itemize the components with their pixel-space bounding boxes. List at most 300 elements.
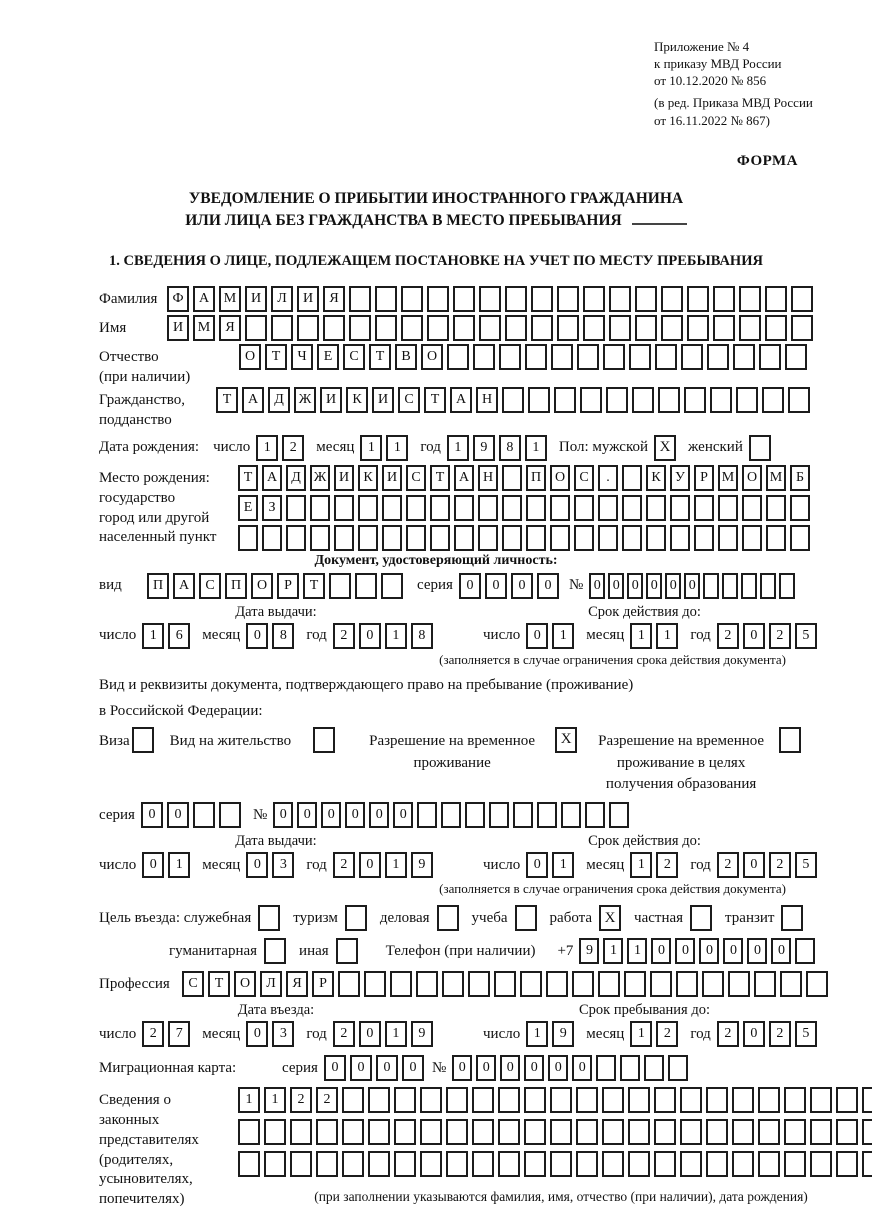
char-cell[interactable] (502, 465, 522, 491)
char-cell[interactable]: 0 (526, 623, 548, 649)
char-cell[interactable] (310, 525, 330, 551)
char-cell[interactable]: А (454, 465, 474, 491)
char-cell[interactable]: М (766, 465, 786, 491)
char-cell[interactable]: О (239, 344, 261, 370)
char-cell[interactable] (785, 344, 807, 370)
char-cell[interactable] (245, 315, 267, 341)
char-cell[interactable] (609, 286, 631, 312)
char-cell[interactable] (290, 1151, 312, 1177)
char-cell[interactable] (650, 971, 672, 997)
char-cell[interactable]: 0 (651, 938, 671, 964)
char-cell[interactable] (406, 525, 426, 551)
char-cell[interactable] (271, 315, 293, 341)
char-cell[interactable] (238, 525, 258, 551)
char-cell[interactable]: Т (369, 344, 391, 370)
char-cell[interactable]: 1 (552, 852, 574, 878)
char-cell[interactable] (479, 315, 501, 341)
business-checkbox[interactable] (437, 905, 459, 931)
char-cell[interactable] (546, 971, 568, 997)
transit-checkbox[interactable] (781, 905, 803, 931)
char-cell[interactable] (670, 495, 690, 521)
char-cell[interactable] (680, 1151, 702, 1177)
char-cell[interactable]: 0 (500, 1055, 520, 1081)
char-cell[interactable] (598, 971, 620, 997)
char-cell[interactable]: А (173, 573, 195, 599)
char-cell[interactable]: 0 (743, 623, 765, 649)
char-cell[interactable]: 0 (771, 938, 791, 964)
char-cell[interactable] (766, 495, 786, 521)
char-cell[interactable]: О (742, 465, 762, 491)
char-cell[interactable] (713, 315, 735, 341)
char-cell[interactable]: 3 (272, 1021, 294, 1047)
char-cell[interactable] (454, 495, 474, 521)
char-cell[interactable] (427, 286, 449, 312)
char-cell[interactable]: С (199, 573, 221, 599)
char-cell[interactable]: 0 (537, 573, 559, 599)
char-cell[interactable]: А (242, 387, 264, 413)
char-cell[interactable] (576, 1151, 598, 1177)
char-cell[interactable] (810, 1151, 832, 1177)
char-cell[interactable]: Д (286, 465, 306, 491)
purpose-official-checkbox[interactable] (258, 905, 280, 931)
char-cell[interactable] (561, 802, 581, 828)
char-cell[interactable]: 0 (246, 623, 268, 649)
char-cell[interactable] (602, 1119, 624, 1145)
char-cell[interactable] (537, 802, 557, 828)
char-cell[interactable] (576, 1087, 598, 1113)
char-cell[interactable] (446, 1087, 468, 1113)
char-cell[interactable] (676, 971, 698, 997)
char-cell[interactable]: 0 (376, 1055, 398, 1081)
char-cell[interactable]: 8 (272, 623, 294, 649)
char-cell[interactable] (836, 1119, 858, 1145)
char-cell[interactable] (375, 286, 397, 312)
char-cell[interactable]: Я (323, 286, 345, 312)
char-cell[interactable] (479, 286, 501, 312)
char-cell[interactable]: 0 (572, 1055, 592, 1081)
char-cell[interactable] (442, 971, 464, 997)
char-cell[interactable]: 1 (385, 1021, 407, 1047)
char-cell[interactable] (602, 1087, 624, 1113)
char-cell[interactable]: 0 (476, 1055, 496, 1081)
char-cell[interactable] (862, 1087, 872, 1113)
char-cell[interactable] (585, 802, 605, 828)
char-cell[interactable]: 5 (795, 1021, 817, 1047)
char-cell[interactable]: А (193, 286, 215, 312)
char-cell[interactable] (219, 802, 241, 828)
char-cell[interactable] (323, 315, 345, 341)
char-cell[interactable]: 6 (168, 623, 190, 649)
char-cell[interactable]: К (346, 387, 368, 413)
char-cell[interactable] (417, 802, 437, 828)
char-cell[interactable] (632, 387, 654, 413)
char-cell[interactable] (788, 387, 810, 413)
char-cell[interactable]: Р (694, 465, 714, 491)
char-cell[interactable]: Л (260, 971, 282, 997)
char-cell[interactable] (342, 1151, 364, 1177)
char-cell[interactable]: И (334, 465, 354, 491)
char-cell[interactable] (427, 315, 449, 341)
char-cell[interactable] (718, 525, 738, 551)
char-cell[interactable]: 2 (769, 852, 791, 878)
char-cell[interactable] (576, 1119, 598, 1145)
char-cell[interactable] (628, 1087, 650, 1113)
char-cell[interactable] (238, 1119, 260, 1145)
char-cell[interactable] (596, 1055, 616, 1081)
char-cell[interactable] (316, 1119, 338, 1145)
char-cell[interactable]: 2 (717, 852, 739, 878)
char-cell[interactable]: 0 (393, 802, 413, 828)
char-cell[interactable]: 1 (142, 623, 164, 649)
char-cell[interactable] (583, 286, 605, 312)
char-cell[interactable] (465, 802, 485, 828)
char-cell[interactable] (810, 1087, 832, 1113)
char-cell[interactable] (338, 971, 360, 997)
char-cell[interactable] (531, 286, 553, 312)
char-cell[interactable] (779, 573, 795, 599)
char-cell[interactable] (524, 1087, 546, 1113)
char-cell[interactable] (862, 1151, 872, 1177)
char-cell[interactable] (557, 315, 579, 341)
char-cell[interactable] (406, 495, 426, 521)
char-cell[interactable] (681, 344, 703, 370)
char-cell[interactable]: М (193, 315, 215, 341)
char-cell[interactable]: 2 (769, 623, 791, 649)
char-cell[interactable]: 2 (282, 435, 304, 461)
char-cell[interactable] (550, 1119, 572, 1145)
char-cell[interactable]: 2 (717, 1021, 739, 1047)
char-cell[interactable]: 0 (359, 1021, 381, 1047)
char-cell[interactable] (453, 286, 475, 312)
char-cell[interactable]: Т (303, 573, 325, 599)
char-cell[interactable] (684, 387, 706, 413)
char-cell[interactable] (602, 1151, 624, 1177)
char-cell[interactable]: Б (790, 465, 810, 491)
char-cell[interactable] (706, 1151, 728, 1177)
char-cell[interactable] (762, 387, 784, 413)
char-cell[interactable] (286, 495, 306, 521)
char-cell[interactable] (550, 525, 570, 551)
char-cell[interactable] (364, 971, 386, 997)
char-cell[interactable] (790, 525, 810, 551)
char-cell[interactable]: 7 (168, 1021, 190, 1047)
char-cell[interactable]: 0 (524, 1055, 544, 1081)
char-cell[interactable] (557, 286, 579, 312)
char-cell[interactable]: 0 (526, 852, 548, 878)
char-cell[interactable] (765, 286, 787, 312)
char-cell[interactable]: 1 (386, 435, 408, 461)
residence-permit-checkbox[interactable] (313, 727, 335, 753)
char-cell[interactable] (670, 525, 690, 551)
char-cell[interactable] (342, 1087, 364, 1113)
char-cell[interactable]: 0 (723, 938, 743, 964)
char-cell[interactable] (732, 1151, 754, 1177)
char-cell[interactable] (687, 286, 709, 312)
char-cell[interactable] (551, 344, 573, 370)
char-cell[interactable] (707, 344, 729, 370)
char-cell[interactable]: Т (424, 387, 446, 413)
char-cell[interactable] (628, 1119, 650, 1145)
char-cell[interactable]: И (382, 465, 402, 491)
char-cell[interactable]: 1 (256, 435, 278, 461)
char-cell[interactable]: 2 (316, 1087, 338, 1113)
char-cell[interactable]: 0 (743, 1021, 765, 1047)
char-cell[interactable] (758, 1119, 780, 1145)
char-cell[interactable] (654, 1119, 676, 1145)
char-cell[interactable]: С (398, 387, 420, 413)
char-cell[interactable] (382, 495, 402, 521)
char-cell[interactable] (862, 1119, 872, 1145)
char-cell[interactable]: А (262, 465, 282, 491)
char-cell[interactable] (668, 1055, 688, 1081)
char-cell[interactable] (742, 525, 762, 551)
char-cell[interactable] (498, 1087, 520, 1113)
char-cell[interactable]: И (167, 315, 189, 341)
char-cell[interactable] (446, 1151, 468, 1177)
char-cell[interactable] (646, 525, 666, 551)
char-cell[interactable]: 0 (485, 573, 507, 599)
char-cell[interactable] (722, 573, 738, 599)
char-cell[interactable] (528, 387, 550, 413)
char-cell[interactable] (416, 971, 438, 997)
char-cell[interactable] (635, 286, 657, 312)
char-cell[interactable] (661, 286, 683, 312)
char-cell[interactable] (524, 1151, 546, 1177)
char-cell[interactable]: 1 (552, 623, 574, 649)
char-cell[interactable]: У (670, 465, 690, 491)
char-cell[interactable]: 1 (627, 938, 647, 964)
char-cell[interactable]: 0 (511, 573, 533, 599)
char-cell[interactable]: 1 (238, 1087, 260, 1113)
char-cell[interactable]: П (225, 573, 247, 599)
char-cell[interactable] (646, 495, 666, 521)
char-cell[interactable] (780, 971, 802, 997)
char-cell[interactable] (758, 1087, 780, 1113)
char-cell[interactable] (728, 971, 750, 997)
char-cell[interactable] (473, 344, 495, 370)
char-cell[interactable] (680, 1087, 702, 1113)
char-cell[interactable] (526, 495, 546, 521)
char-cell[interactable]: 1 (385, 623, 407, 649)
char-cell[interactable]: 0 (459, 573, 481, 599)
char-cell[interactable] (603, 344, 625, 370)
char-cell[interactable] (622, 495, 642, 521)
char-cell[interactable] (525, 344, 547, 370)
char-cell[interactable] (472, 1087, 494, 1113)
visa-checkbox[interactable] (132, 727, 154, 753)
char-cell[interactable]: 0 (359, 623, 381, 649)
char-cell[interactable] (655, 344, 677, 370)
char-cell[interactable] (687, 315, 709, 341)
char-cell[interactable] (754, 971, 776, 997)
char-cell[interactable] (732, 1119, 754, 1145)
char-cell[interactable]: К (358, 465, 378, 491)
char-cell[interactable] (742, 495, 762, 521)
char-cell[interactable] (382, 525, 402, 551)
char-cell[interactable]: П (147, 573, 169, 599)
char-cell[interactable]: Т (238, 465, 258, 491)
char-cell[interactable]: 1 (630, 623, 652, 649)
char-cell[interactable]: И (320, 387, 342, 413)
char-cell[interactable] (790, 495, 810, 521)
char-cell[interactable]: И (245, 286, 267, 312)
char-cell[interactable] (524, 1119, 546, 1145)
char-cell[interactable] (622, 465, 642, 491)
char-cell[interactable]: 0 (699, 938, 719, 964)
char-cell[interactable] (574, 495, 594, 521)
char-cell[interactable] (499, 344, 521, 370)
char-cell[interactable] (836, 1151, 858, 1177)
char-cell[interactable] (658, 387, 680, 413)
char-cell[interactable]: 0 (627, 573, 643, 599)
char-cell[interactable] (531, 315, 553, 341)
char-cell[interactable] (703, 573, 719, 599)
char-cell[interactable] (739, 286, 761, 312)
char-cell[interactable]: 1 (264, 1087, 286, 1113)
temp-residence-checkbox[interactable]: X (555, 727, 577, 753)
char-cell[interactable]: 0 (142, 852, 164, 878)
char-cell[interactable]: 1 (630, 1021, 652, 1047)
char-cell[interactable] (661, 315, 683, 341)
char-cell[interactable]: 9 (411, 852, 433, 878)
char-cell[interactable] (694, 495, 714, 521)
char-cell[interactable]: Ж (294, 387, 316, 413)
char-cell[interactable] (806, 971, 828, 997)
char-cell[interactable]: 9 (473, 435, 495, 461)
char-cell[interactable]: 0 (167, 802, 189, 828)
char-cell[interactable] (810, 1119, 832, 1145)
char-cell[interactable] (375, 315, 397, 341)
char-cell[interactable]: 0 (246, 852, 268, 878)
char-cell[interactable] (286, 525, 306, 551)
char-cell[interactable] (430, 525, 450, 551)
char-cell[interactable]: 3 (272, 852, 294, 878)
char-cell[interactable]: 1 (656, 623, 678, 649)
char-cell[interactable]: 0 (675, 938, 695, 964)
char-cell[interactable]: 0 (747, 938, 767, 964)
char-cell[interactable] (297, 315, 319, 341)
char-cell[interactable] (713, 286, 735, 312)
char-cell[interactable]: 5 (795, 623, 817, 649)
char-cell[interactable] (795, 938, 815, 964)
char-cell[interactable]: 8 (411, 623, 433, 649)
char-cell[interactable] (644, 1055, 664, 1081)
char-cell[interactable]: 0 (246, 1021, 268, 1047)
char-cell[interactable]: М (718, 465, 738, 491)
char-cell[interactable] (446, 1119, 468, 1145)
char-cell[interactable] (420, 1087, 442, 1113)
char-cell[interactable] (368, 1151, 390, 1177)
char-cell[interactable]: Д (268, 387, 290, 413)
char-cell[interactable]: Ж (310, 465, 330, 491)
char-cell[interactable] (334, 525, 354, 551)
char-cell[interactable]: 2 (656, 1021, 678, 1047)
char-cell[interactable] (502, 495, 522, 521)
char-cell[interactable]: Я (219, 315, 241, 341)
char-cell[interactable]: 2 (656, 852, 678, 878)
char-cell[interactable]: 2 (769, 1021, 791, 1047)
char-cell[interactable] (784, 1151, 806, 1177)
char-cell[interactable] (654, 1151, 676, 1177)
char-cell[interactable] (498, 1119, 520, 1145)
char-cell[interactable]: 0 (321, 802, 341, 828)
char-cell[interactable] (572, 971, 594, 997)
char-cell[interactable] (441, 802, 461, 828)
char-cell[interactable] (316, 1151, 338, 1177)
tourism-checkbox[interactable] (345, 905, 367, 931)
char-cell[interactable]: 0 (141, 802, 163, 828)
char-cell[interactable] (394, 1119, 416, 1145)
char-cell[interactable] (760, 573, 776, 599)
char-cell[interactable]: И (297, 286, 319, 312)
char-cell[interactable] (706, 1087, 728, 1113)
char-cell[interactable]: 9 (411, 1021, 433, 1047)
char-cell[interactable]: Я (286, 971, 308, 997)
char-cell[interactable]: Т (430, 465, 450, 491)
char-cell[interactable] (609, 315, 631, 341)
char-cell[interactable] (264, 1151, 286, 1177)
char-cell[interactable]: О (550, 465, 570, 491)
char-cell[interactable] (629, 344, 651, 370)
char-cell[interactable] (836, 1087, 858, 1113)
char-cell[interactable] (502, 525, 522, 551)
char-cell[interactable] (368, 1119, 390, 1145)
char-cell[interactable] (468, 971, 490, 997)
char-cell[interactable]: 0 (324, 1055, 346, 1081)
char-cell[interactable] (505, 286, 527, 312)
char-cell[interactable] (758, 1151, 780, 1177)
char-cell[interactable]: 0 (345, 802, 365, 828)
male-checkbox[interactable]: X (654, 435, 676, 461)
char-cell[interactable] (520, 971, 542, 997)
char-cell[interactable] (733, 344, 755, 370)
char-cell[interactable] (342, 1119, 364, 1145)
char-cell[interactable] (238, 1151, 260, 1177)
char-cell[interactable]: 0 (359, 852, 381, 878)
char-cell[interactable]: В (395, 344, 417, 370)
char-cell[interactable] (310, 495, 330, 521)
char-cell[interactable]: Т (216, 387, 238, 413)
study-checkbox[interactable] (515, 905, 537, 931)
char-cell[interactable] (355, 573, 377, 599)
char-cell[interactable]: З (262, 495, 282, 521)
char-cell[interactable] (349, 315, 371, 341)
char-cell[interactable] (550, 1151, 572, 1177)
char-cell[interactable]: А (450, 387, 472, 413)
char-cell[interactable]: Р (277, 573, 299, 599)
char-cell[interactable] (706, 1119, 728, 1145)
char-cell[interactable]: 1 (603, 938, 623, 964)
char-cell[interactable] (598, 525, 618, 551)
char-cell[interactable] (580, 387, 602, 413)
work-checkbox[interactable]: X (599, 905, 621, 931)
char-cell[interactable]: Ф (167, 286, 189, 312)
char-cell[interactable] (606, 387, 628, 413)
char-cell[interactable]: 2 (333, 1021, 355, 1047)
char-cell[interactable] (472, 1119, 494, 1145)
char-cell[interactable] (420, 1151, 442, 1177)
char-cell[interactable] (583, 315, 605, 341)
char-cell[interactable] (766, 525, 786, 551)
char-cell[interactable] (784, 1119, 806, 1145)
char-cell[interactable] (478, 495, 498, 521)
char-cell[interactable]: С (343, 344, 365, 370)
char-cell[interactable] (702, 971, 724, 997)
char-cell[interactable]: Н (476, 387, 498, 413)
char-cell[interactable]: 9 (579, 938, 599, 964)
char-cell[interactable] (624, 971, 646, 997)
char-cell[interactable]: Р (312, 971, 334, 997)
